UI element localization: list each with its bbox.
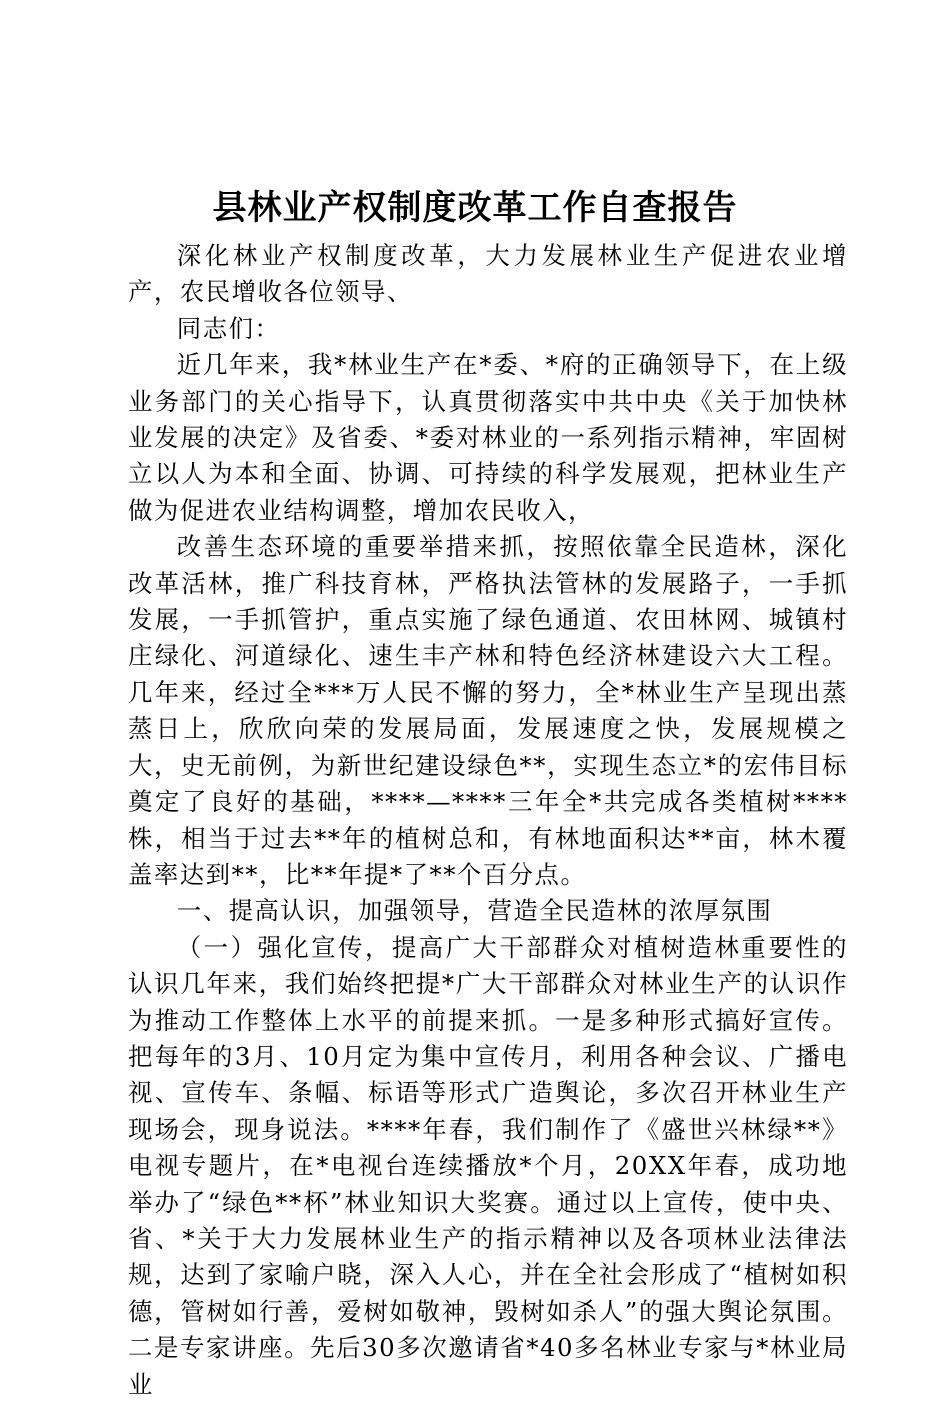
document-title: 县林业产权制度改革工作自查报告 <box>212 188 738 228</box>
paragraph-intro: 近几年来，我*林业生产在*委、*府的正确领导下，在上级业务部门的关心指导下，认真贯彻落实中共中央《关于加快林业发展的决定》及省委、*委对林业的一系列指示精神，牢固树立以人为本和全面、协调、可持续的科学发展观，把林业生产做为促进农业结构调整，增加农民收入， <box>128 350 848 525</box>
section-heading-1: 一、提高认识，加强领导，营造全民造林的浓厚氛围 <box>176 896 773 926</box>
paragraph-achievements: 改善生态环境的重要举措来抓，按照依靠全民造林，深化改革活林，推广科技育林，严格执法管林的发展路子，一手抓发展，一手抓管护，重点实施了绿色通道、农田林网、城镇村庄绿化、河道绿化、速生丰产林和特色经济林建设六大工程。几年来，经过全***万人民不懈的努力，全*林业生产呈现出蒸蒸日上，欣欣向荣的发展局面，发展速度之快，发展规模之大，史无前例，为新世纪建设绿色**，实现生态立*的宏伟目标奠定了良好的基础，****—****三年全*共完成各类植树****株，相当于过去**年的植树总和，有林地面积达**亩，林木覆盖率达到**，比**年提*了**个百分点。 <box>128 532 848 889</box>
document-body <box>128 238 848 1403</box>
paragraph-publicity: （一）强化宣传，提高广大干部群众对植树造林重要性的认识几年来，我们始终把提*广大干部群众对林业生产的认识作为推动工作整体上水平的前提来抓。一是多种形式搞好宣传。把每年的3月、10月定为集中宣传月，利用各种会议、广播电视、宣传车、条幅、标语等形式广造舆论，多次召开林业生产现场会，现身说法。****年春，我们制作了《盛世兴林绿**》电视专题片，在*电视台连续播放*个月，20XX年春，成功地举办了“绿色**杯”林业知识大奖赛。通过以上宣传，使中央、省、*关于大力发展林业生产的指示精神以及各项林业法律法规，达到了家喻户晓，深入人心，并在全社会形成了“植树如积德，管树如行善，爱树如敬神，毁树如杀人”的强大舆论氛围。二是专家讲座。先后30多次邀请省*40多名林业专家与*林业局业 <box>128 932 848 1399</box>
paragraph-greeting: 同志们： <box>176 313 281 343</box>
paragraph-salutation: 深化林业产权制度改革，大力发展林业生产促进农业增产，农民增收各位领导、 <box>128 241 848 307</box>
